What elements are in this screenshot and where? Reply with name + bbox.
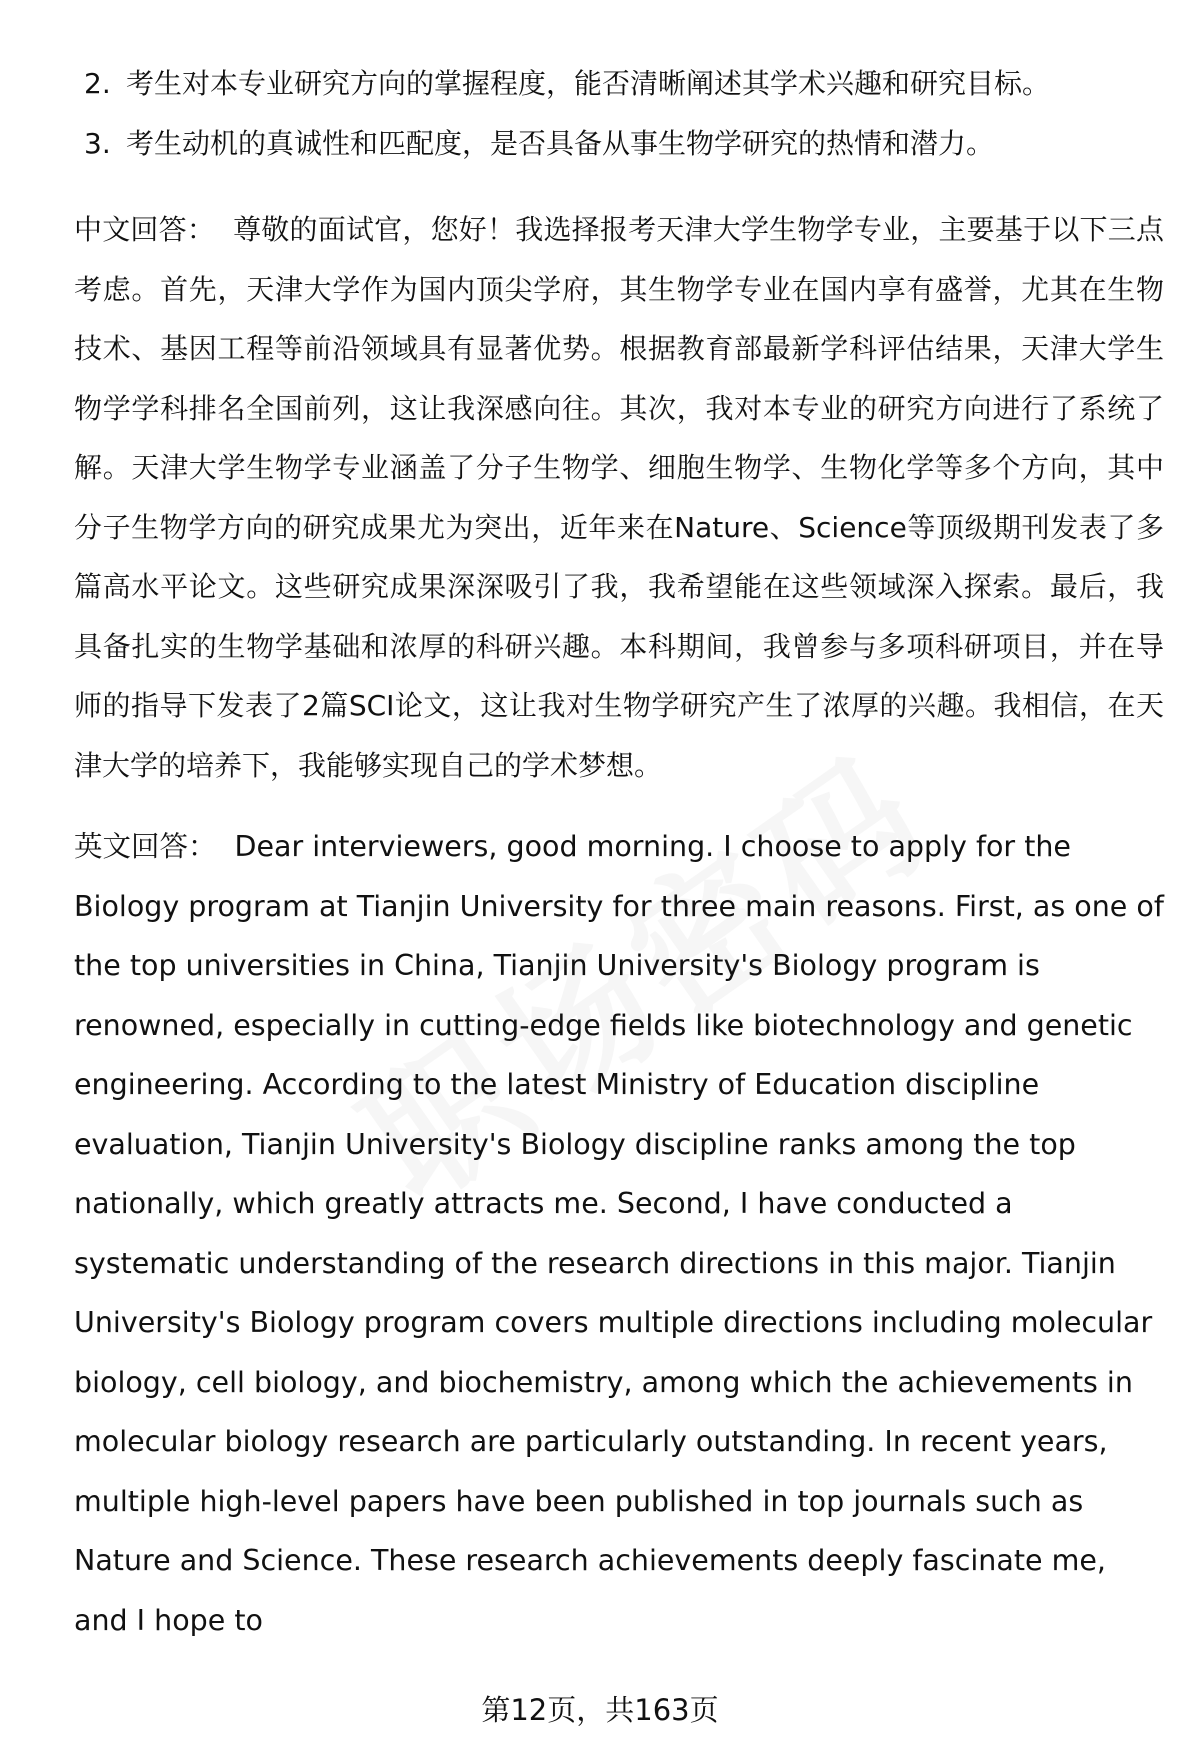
list-item: [74, 64, 1164, 104]
page-number-footer: 第12页，共163页: [481, 1693, 719, 1727]
list-number: 2.: [84, 67, 111, 100]
list-text: 考生动机的真诚性和匹配度，是否具备从事生物学研究的热情和潜力。: [126, 127, 995, 160]
chinese-answer-paragraph: [74, 200, 1164, 795]
list-number: 3.: [84, 127, 111, 160]
english-answer-label: 英文回答：: [74, 830, 217, 863]
list-text: 考生对本专业研究方向的掌握程度，能否清晰阐述其学术兴趣和研究目标。: [126, 67, 1051, 100]
english-answer-paragraph: [74, 817, 1164, 1650]
english-answer-text: Dear interviewers, good morning. I choose to apply for the Biology program at Tianjin University for three main reasons. First, as one of the top universities in China, Tianjin University's Biology program is renowned, especially in cutting-edge fields like biotechnology and genetic engineering. According to the latest Ministry of Education discipline evaluation, Tianjin University's Biology discipline ranks among the top nationally, which greatly attracts me. Second, I have conducted a systematic understanding of the research directions in this major. Tianjin University's Biology program covers multiple directions including molecular biology, cell biology, and biochemistry, among which the achievements in molecular biology research are particularly outstanding. In recent years, multiple high-level papers have been published in top journals such as Nature and Science. These research achievements deeply fascinate me, and I hope to: [74, 830, 1164, 1637]
page-content: [74, 64, 1164, 1650]
list-item: [74, 124, 1164, 164]
chinese-answer-label: 中文回答：: [74, 213, 216, 246]
chinese-answer-text: 尊敬的面试官，您好！我选择报考天津大学生物学专业，主要基于以下三点考虑。首先，天津大学作为国内顶尖学府，其生物学专业在国内享有盛誉，尤其在生物技术、基因工程等前沿领域具有显著优势。根据教育部最新学科评估结果，天津大学生物学学科排名全国前列，这让我深感向往。其次，我对本专业的研究方向进行了系统了解。天津大学生物学专业涵盖了分子生物学、细胞生物学、生物化学等多个方向，其中分子生物学方向的研究成果尤为突出，近年来在Nature、Science等顶级期刊发表了多篇高水平论文。这些研究成果深深吸引了我，我希望能在这些领域深入探索。最后，我具备扎实的生物学基础和浓厚的科研兴趣。本科期间，我曾参与多项科研项目，并在导师的指导下发表了2篇SCI论文，这让我对生物学研究产生了浓厚的兴趣。我相信，在天津大学的培养下，我能够实现自己的学术梦想。: [74, 213, 1164, 782]
